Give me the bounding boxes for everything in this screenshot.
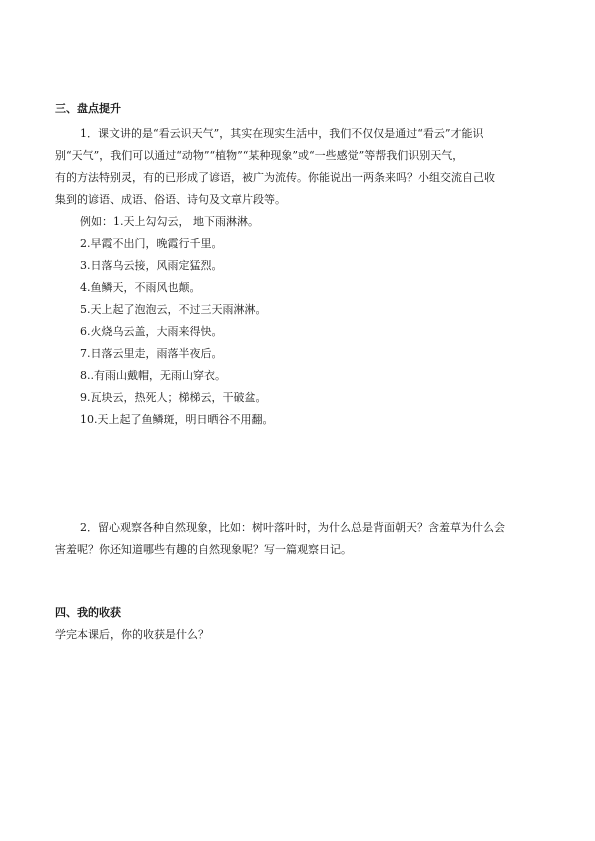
- question-1-line-2: 别“天气”，我们可以通过“动物”“植物”“某种现象”或“一些感觉”等帮我们识别天气，: [55, 149, 464, 162]
- example-item-9: 9.瓦块云，热死人；梯梯云，干破盆。: [80, 391, 267, 404]
- example-item-10: 10.天上起了鱼鳞斑，明日晒谷不用翻。: [80, 413, 274, 426]
- example-item-1: 例如：1.天上勾勾云， 地下雨淋淋。: [80, 215, 259, 228]
- example-item-2: 2.早霞不出门，晚霞行千里。: [80, 237, 223, 250]
- example-item-7: 7.日落云里走，雨落半夜后。: [80, 347, 223, 360]
- section-4-text: 学完本课后，你的收获是什么？: [55, 628, 209, 641]
- question-1-line-3: 有的方法特别灵，有的已形成了谚语，被广为流传。你能说出一两条来吗？小组交流自己收: [55, 171, 495, 184]
- question-2-line-2: 害羞呢？你还知道哪些有趣的自然现象呢？写一篇观察日记。: [55, 543, 352, 556]
- example-item-5: 5.天上起了泡泡云，不过三天雨淋淋。: [80, 303, 267, 316]
- example-item-8: 8..有雨山戴帽，无雨山穿衣。: [80, 369, 226, 382]
- question-1-line-4: 集到的谚语、成语、俗语、诗句及文章片段等。: [55, 193, 286, 206]
- section-3-heading: 三、盘点提升: [55, 102, 121, 115]
- example-item-4: 4.鱼鳞天，不雨风也颠。: [80, 281, 201, 294]
- question-1-line-1: 1．课文讲的是“看云识天气”，其实在现实生活中，我们不仅仅是通过“看云”才能识: [80, 127, 484, 140]
- section-4-heading: 四、我的收获: [55, 606, 121, 619]
- question-2-line-1: 2．留心观察各种自然现象，比如：树叶落叶时，为什么总是背面朝天？含羞草为什么会: [80, 521, 505, 534]
- example-item-3: 3.日落乌云接，风雨定猛烈。: [80, 259, 223, 272]
- example-item-6: 6.火烧乌云盖，大雨来得快。: [80, 325, 223, 338]
